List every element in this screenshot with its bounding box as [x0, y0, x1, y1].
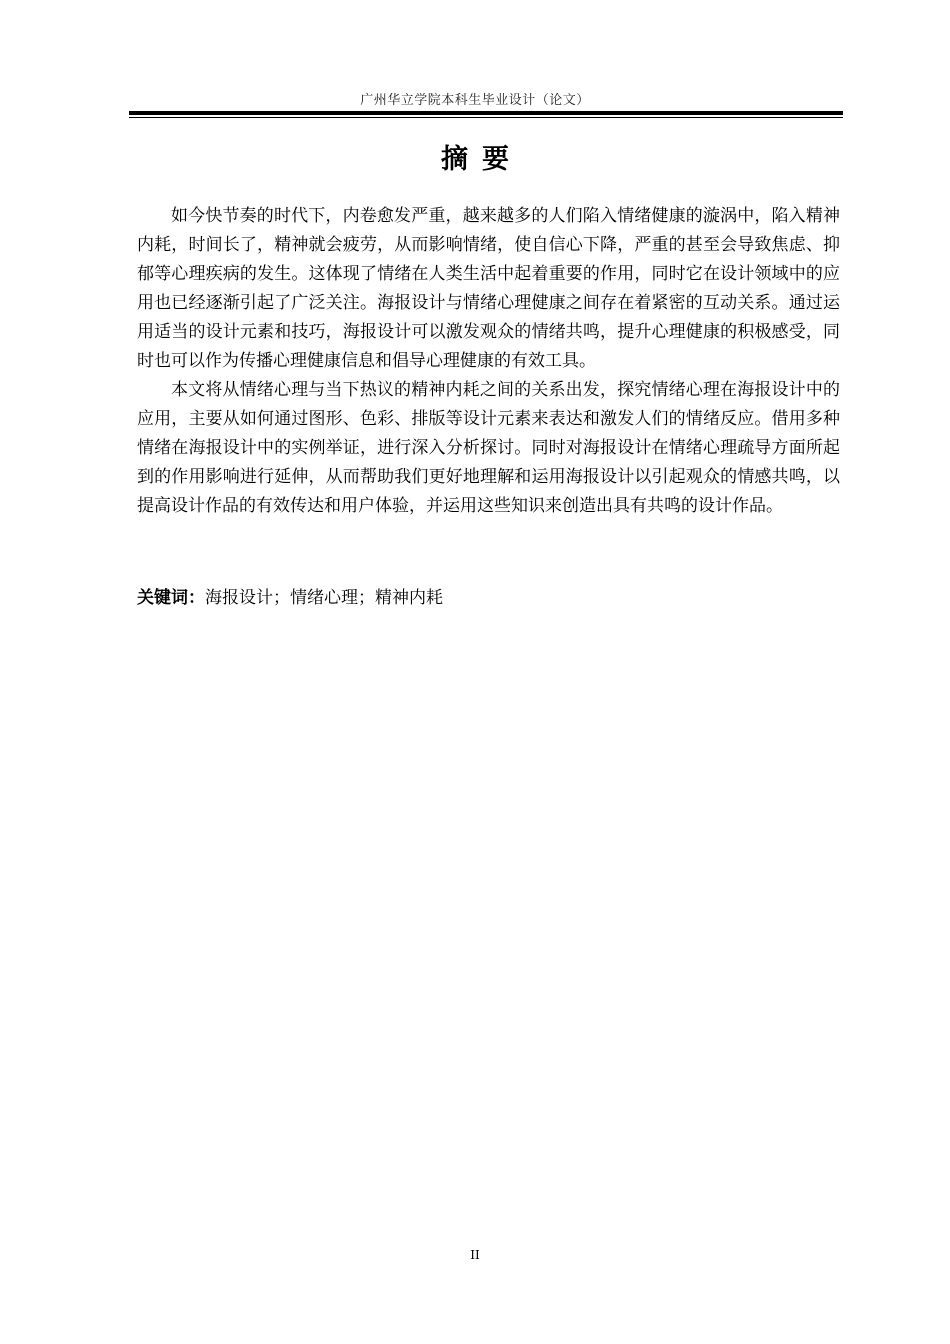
abstract-paragraph-1: 如今快节奏的时代下，内卷愈发严重，越来越多的人们陷入情绪健康的漩涡中，陷入精神内耗，时间长了，精神就会疲劳，从而影响情绪，使自信心下降，严重的甚至会导致焦虑、抑郁等心理疾病的发生。这体现了情绪在人类生活中起着重要的作用，同时它在设计领域中的应用也已经逐渐引起了广泛关注。海报设计与情绪心理健康之间存在着紧密的互动关系。通过运用适当的设计元素和技巧，海报设计可以激发观众的情绪共鸣，提升心理健康的积极感受，同时也可以作为传播心理健康信息和倡导心理健康的有效工具。 [137, 206, 840, 371]
page-title: 摘要 [441, 144, 523, 175]
abstract-paragraph-2: 本文将从情绪心理与当下热议的精神内耗之间的关系出发，探究情绪心理在海报设计中的应用，主要从如何通过图形、色彩、排版等设计元素来表达和激发人们的情绪反应。借用多种情绪在海报设计中的实例举证，进行深入分析探讨。同时对海报设计在情绪心理疏导方面所起到的作用影响进行延伸，从而帮助我们更好地理解和运用海报设计以引起观众的情感共鸣，以提高设计作品的有效传达和用户体验，并运用这些知识来创造出具有共鸣的设计作品。 [137, 380, 840, 516]
page-number: II [470, 1248, 480, 1262]
abstract-body [137, 202, 840, 521]
keywords-label: 关键词： [137, 588, 205, 608]
keywords-line [137, 584, 840, 613]
header-rule-thin [129, 117, 843, 118]
running-header: 广州华立学院本科生毕业设计（论文） [360, 93, 590, 108]
keywords-value: 海报设计；情绪心理；精神内耗 [205, 588, 443, 608]
header-rule-thick [129, 111, 843, 115]
